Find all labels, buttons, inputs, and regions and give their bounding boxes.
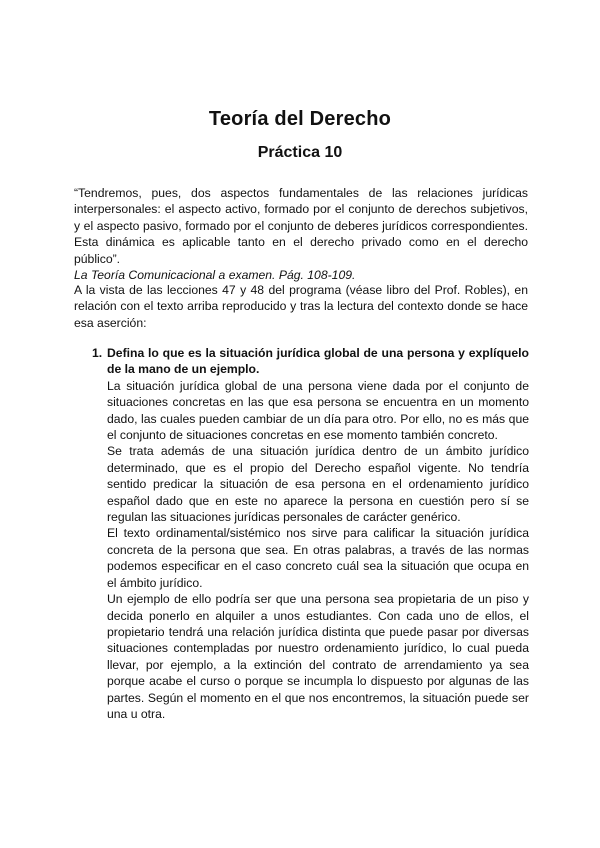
- question-item: [92, 345, 529, 722]
- answer-paragraph: Se trata además de una situación jurídica dentro de un ámbito jurídico determinado, que es el propio del Derecho español vigente. No tendría sentido predicar la situación de esa persona en el ordenamiento jurídico español dado que en este no aparece la persona en cuestión pero sí se regulan las situaciones jurídicas personales de carácter genérico.: [107, 444, 529, 525]
- document-subtitle: Práctica 10: [257, 144, 343, 161]
- question-heading: Defina lo que es la situación jurídica global de una persona y explíquelo de la mano de un ejemplo.: [107, 346, 529, 377]
- question-list: [92, 345, 529, 722]
- answer-paragraph: Un ejemplo de ello podría ser que una persona sea propietaria de un piso y decida ponerlo en alquiler a unos estudiantes. Con cada uno de ellos, el propietario tendrá una relación jurídica distinta que puede pasar por diversas situaciones contempladas por nuestro ordenamiento jurídico, lo cual pueda llevar, por ejemplo, a la extinción del contrato de arrendamiento ya sea porque acabe el curso o porque se incumpla lo dispuesto por algunas de las partes. Según el momento en el que nos encontremos, la situación puede ser una u otra.: [107, 592, 529, 721]
- answer-paragraph: La situación jurídica global de una persona viene dada por el conjunto de situaciones concretas en las que esa persona se encuentra en un momento dado, las cuales pueden cambiar de un día para otro. Por ello, no es más que el conjunto de situaciones concretas en ese momento también concreto.: [107, 378, 529, 443]
- intro-paragraph: A la vista de las lecciones 47 y 48 del programa (véase libro del Prof. Robles), en relación con el texto arriba reproducido y tras la lectura del contexto donde se hace esa aserción:: [74, 283, 528, 330]
- quote-block: [74, 185, 528, 283]
- document-title: Teoría del Derecho: [208, 108, 392, 130]
- quote-text: “Tendremos, pues, dos aspectos fundamentales de las relaciones jurídicas interpersonales: el aspecto activo, formado por el conjunto de derechos subjetivos, y el aspecto pasivo, formado por el conjunto de deberes jurídicos correspondientes. Esta dinámica es aplicable tanto en el derecho privado como en el derecho público”.: [74, 186, 528, 266]
- answer-paragraph: El texto ordinamental/sistémico nos sirve para calificar la situación jurídica concreta de la persona que sea. En otras palabras, a través de las normas podemos especificar en el caso concreto cuál sea la situación que ocupa en el ámbito jurídico.: [107, 526, 529, 590]
- quote-source: La Teoría Comunicacional a examen. Pág. 108-109.: [74, 268, 356, 283]
- question-number: 1.: [92, 346, 103, 360]
